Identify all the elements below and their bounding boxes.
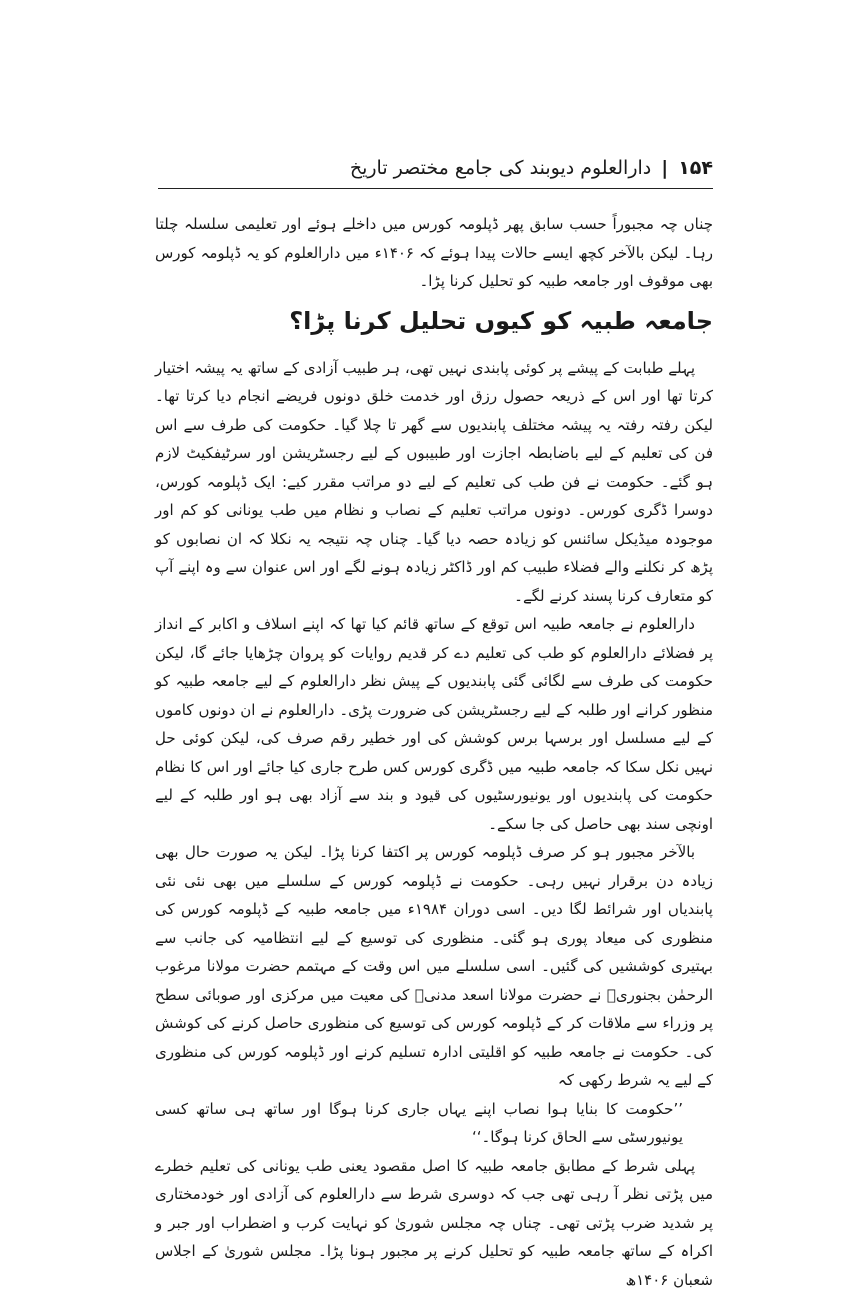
header-separator: | xyxy=(661,157,668,179)
paragraph-3: بالآخر مجبور ہو کر صرف ڈپلومہ کورس پر اکتفا کرنا پڑا۔ لیکن یہ صورت حال بھی زیادہ دن برقرار نہیں رہی۔ حکومت نے ڈپلومہ کورس کے سلسلے میں بھی نئی نئی پابندیاں اور شرائط لگا دیں۔ اسی دوران ۱۹۸۴ء میں جامعہ طبیہ کے ڈپلومہ کورس کی منظوری کی میعاد پوری ہو گئی۔ منظوری کی توسیع کے لیے انتظامیہ کی جانب سے بہتیری کوششیں کی گئیں۔ اسی سلسلے میں اس وقت کے مہتمم حضرت مولانا مرغوب الرحمٰن بجنوریؒ نے حضرت مولانا اسعد مدنیؒ کی معیت میں مرکزی اور صوبائی سطح پر وزراء سے ملاقات کر کے ڈپلومہ کورس کی توسیع کی منظوری حاصل کرنے کی کوشش کی۔ حکومت نے جامعہ طبیہ کو اقلیتی ادارہ تسلیم کرنے اور ڈپلومہ کورس کی منظوری کے لیے یہ شرط رکھی کہ xyxy=(155,838,713,1095)
opening-paragraph: چناں چہ مجبوراً حسب سابق پھر ڈپلومہ کورس میں داخلے ہوئے اور تعلیمی سلسلہ چلتا رہا۔ لیکن بالآخر کچھ ایسے حالات پیدا ہوئے کہ ۱۴۰۶ء میں دارالعلوم کو یہ ڈپلومہ کورس بھی موقوف اور جامعہ طبیہ کو تحلیل کرنا پڑا۔ xyxy=(155,210,713,296)
book-title: دارالعلوم دیوبند کی جامع مختصر تاریخ xyxy=(350,157,651,179)
header-rule xyxy=(158,188,713,189)
paragraph-4: پہلی شرط کے مطابق جامعہ طبیہ کا اصل مقصود یعنی طب یونانی کی تعلیم خطرے میں پڑتی نظر آ رہی تھی جب کہ دوسری شرط سے دارالعلوم کی آزادی اور خودمختاری پر شدید ضرب پڑتی تھی۔ چناں چہ مجلس شوریٰ کو نہایت کرب و اضطراب اور جبر و اکراہ کے ساتھ جامعہ طبیہ کو تحلیل کرنے پر مجبور ہونا پڑا۔ مجلس شوریٰ کے اجلاس شعبان ۱۴۰۶ھ xyxy=(155,1152,713,1294)
section-heading: جامعہ طبیہ کو کیوں تحلیل کرنا پڑا؟ xyxy=(155,302,713,340)
quoted-condition: ’’حکومت کا بنایا ہوا نصاب اپنے یہاں جاری کرنا ہوگا اور ساتھ ہی ساتھ کسی یونیورسٹی سے الحاق کرنا ہوگا۔‘‘ xyxy=(155,1095,713,1152)
page-body xyxy=(155,210,713,1294)
paragraph-1: پہلے طبابت کے پیشے پر کوئی پابندی نہیں تھی، ہر طبیب آزادی کے ساتھ یہ پیشہ اختیار کرتا تھا اور اس کے ذریعہ حصول رزق اور خدمت خلق دونوں فریضے انجام دیا کرتا تھا۔ لیکن رفتہ رفتہ یہ پیشہ مختلف پابندیوں سے گھر تا چلا گیا۔ حکومت کی طرف سے اس فن کی تعلیم کے لیے باضابطہ اجازت اور طبیبوں کے لیے رجسٹریشن اور سرٹیفکیٹ لازم ہو گئے۔ حکومت نے فن طب کی تعلیم کے لیے دو مراتب مقرر کیے: ایک ڈپلومہ کورس، دوسرا ڈگری کورس۔ دونوں مراتب تعلیم کے نصاب و نظام میں طب یونانی کو کم اور موجودہ میڈیکل سائنس کو زیادہ حصہ دیا گیا۔ چناں چہ نتیجہ یہ نکلا کہ ان نصابوں کو پڑھ کر نکلنے والے فضلاء طبیب کم اور ڈاکٹر زیادہ ہونے لگے اور اس عنوان سے وہ اپنے آپ کو متعارف کرنا پسند کرنے لگے۔ xyxy=(155,354,713,611)
page-number: ۱۵۴ xyxy=(678,157,713,179)
running-header xyxy=(153,150,713,186)
paragraph-2: دارالعلوم نے جامعہ طبیہ اس توقع کے ساتھ قائم کیا تھا کہ اپنے اسلاف و اکابر کے انداز پر فضلائے دارالعلوم کو طب کی تعلیم دے کر قدیم روایات کو پروان چڑھایا جائے گا، لیکن حکومت کی طرف سے لگائی گئی پابندیوں کے پیش نظر دارالعلوم کے لیے جامعہ طبیہ کو منظور کرانے اور طلبہ کے لیے رجسٹریشن کی ضرورت پڑی۔ دارالعلوم نے ان دونوں کاموں کے لیے مسلسل اور برسہا برس کوشش کی اور خطیر رقم صرف کی، لیکن کوئی حل نہیں نکل سکا کہ جامعہ طبیہ میں ڈگری کورس کس طرح جاری کیا جائے اور اس کا نظام حکومت کی پابندیوں اور یونیورسٹیوں کی قیود و بند سے آزاد بھی ہو اور طلبہ کے لیے اونچی سند بھی حاصل کی جا سکے۔ xyxy=(155,610,713,838)
